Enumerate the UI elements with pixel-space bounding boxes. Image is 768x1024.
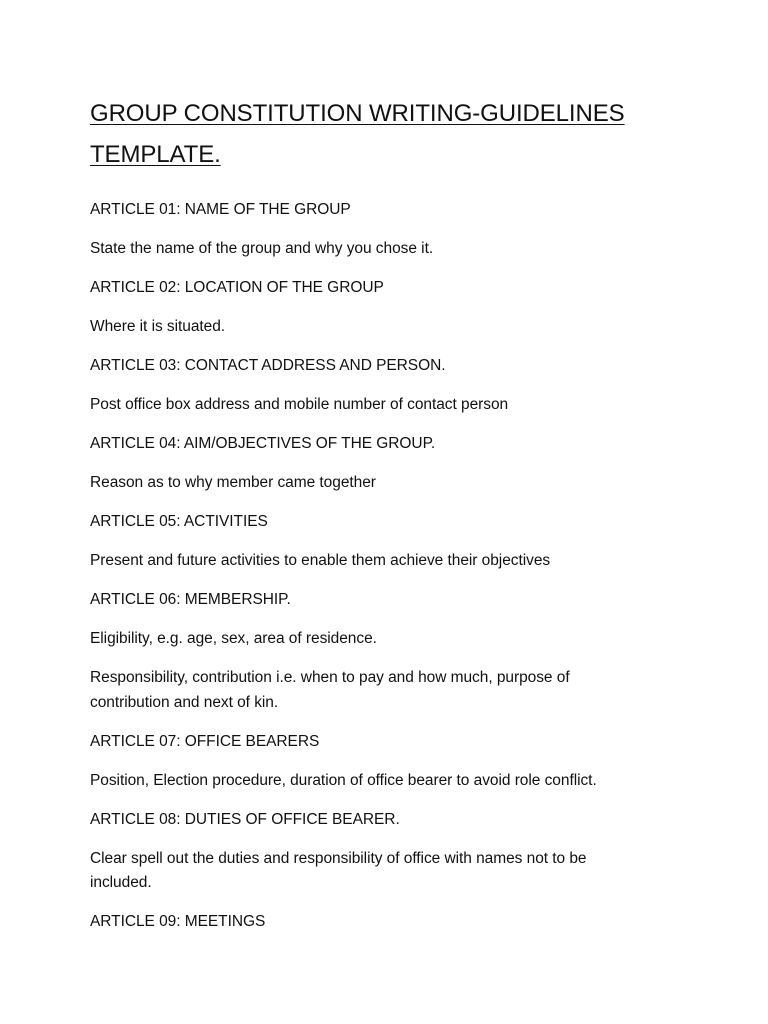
article-07-heading: ARTICLE 07: OFFICE BEARERS <box>90 732 320 750</box>
article-06-eligibility-text: Eligibility, e.g. age, sex, area of residence. <box>90 630 377 647</box>
article-07-text: Position, Election procedure, duration of office bearer to avoid role conflict. <box>90 771 597 789</box>
article-06-responsibility-text: Responsibility, contribution i.e. when to pay and how much, purpose of contribution and next of kin. <box>90 669 570 711</box>
article-01-text: State the name of the group and why you chose it. <box>90 240 434 257</box>
article-02-heading: ARTICLE 02: LOCATION OF THE GROUP <box>90 279 384 296</box>
article-06-heading: ARTICLE 06: MEMBERSHIP. <box>90 591 291 608</box>
article-02-text: Where it is situated. <box>90 318 226 335</box>
article-03-heading: ARTICLE 03: CONTACT ADDRESS AND PERSON. <box>90 357 446 374</box>
article-05-text: Present and future activities to enable them achieve their objectives <box>90 552 551 569</box>
document-body <box>90 93 650 949</box>
article-08-text: Clear spell out the duties and responsibility of office with names not to be included. <box>90 849 587 891</box>
article-04-text: Reason as to why member came together <box>90 474 376 491</box>
article-04-heading: ARTICLE 04: AIM/OBJECTIVES OF THE GROUP. <box>90 435 436 452</box>
document-title: GROUP CONSTITUTION WRITING-GUIDELINES TEMPLATE. <box>90 100 625 168</box>
article-01-heading: ARTICLE 01: NAME OF THE GROUP <box>90 201 351 218</box>
article-08-heading: ARTICLE 08: DUTIES OF OFFICE BEARER. <box>90 810 400 828</box>
article-05-heading: ARTICLE 05: ACTIVITIES <box>90 513 268 530</box>
article-09-heading: ARTICLE 09: MEETINGS <box>90 913 266 930</box>
article-03-text: Post office box address and mobile number of contact person <box>90 396 509 413</box>
